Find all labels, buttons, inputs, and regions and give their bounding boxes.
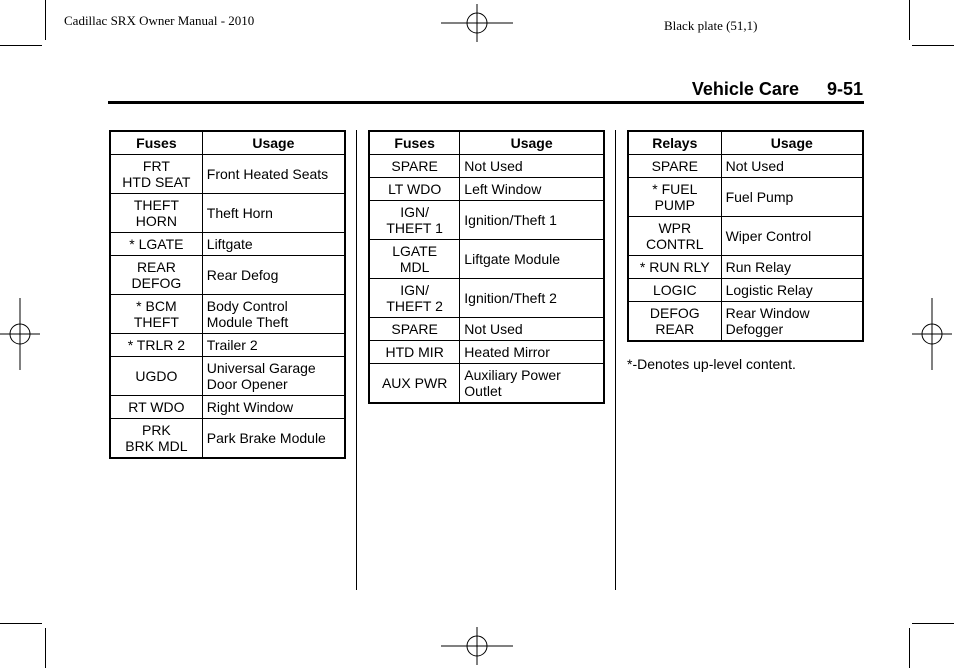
cell-usage: Front Heated Seats bbox=[202, 155, 345, 194]
table-row bbox=[110, 396, 345, 419]
column-header-name: Relays bbox=[628, 131, 721, 155]
table-row bbox=[369, 279, 604, 318]
cell-usage: Logistic Relay bbox=[721, 279, 863, 302]
cell-fuse-name: UGDO bbox=[110, 357, 202, 396]
table-row bbox=[110, 334, 345, 357]
cell-fuse-name: SPARE bbox=[628, 155, 721, 178]
cell-usage: Heated Mirror bbox=[460, 341, 604, 364]
table-row bbox=[110, 256, 345, 295]
column-header-usage: Usage bbox=[460, 131, 604, 155]
table-row bbox=[369, 341, 604, 364]
page-number: 9-51 bbox=[826, 79, 863, 99]
cell-fuse-name: IGN/ THEFT 1 bbox=[369, 201, 460, 240]
fuse-table-2 bbox=[368, 130, 605, 404]
relay-table bbox=[627, 130, 864, 342]
cell-fuse-name: * RUN RLY bbox=[628, 256, 721, 279]
table-row bbox=[628, 217, 863, 256]
table-row bbox=[369, 318, 604, 341]
table-row bbox=[110, 357, 345, 396]
cell-fuse-name: REAR DEFOG bbox=[110, 256, 202, 295]
cell-fuse-name: THEFT HORN bbox=[110, 194, 202, 233]
cell-fuse-name: * LGATE bbox=[110, 233, 202, 256]
cell-fuse-name: LOGIC bbox=[628, 279, 721, 302]
cell-usage: Fuel Pump bbox=[721, 178, 863, 217]
cell-fuse-name: PRK BRK MDL bbox=[110, 419, 202, 458]
table-row bbox=[369, 364, 604, 403]
column-header-usage: Usage bbox=[721, 131, 863, 155]
table-row bbox=[369, 155, 604, 178]
table-header-row bbox=[369, 131, 604, 155]
cell-fuse-name: DEFOG REAR bbox=[628, 302, 721, 341]
table-row bbox=[110, 419, 345, 458]
cell-fuse-name: SPARE bbox=[369, 318, 460, 341]
table-row bbox=[628, 256, 863, 279]
cell-fuse-name: AUX PWR bbox=[369, 364, 460, 403]
registration-mark-icon bbox=[912, 298, 952, 370]
crop-mark bbox=[909, 628, 910, 668]
registration-mark-icon bbox=[441, 4, 513, 42]
table-header-row bbox=[110, 131, 345, 155]
crop-mark bbox=[909, 0, 910, 40]
cell-usage: Rear Window Defogger bbox=[721, 302, 863, 341]
crop-mark bbox=[0, 45, 42, 46]
column-divider bbox=[356, 130, 357, 590]
table-header-row bbox=[628, 131, 863, 155]
cell-usage: Not Used bbox=[721, 155, 863, 178]
cell-usage: Run Relay bbox=[721, 256, 863, 279]
table-row bbox=[628, 302, 863, 341]
cell-fuse-name: * BCM THEFT bbox=[110, 295, 202, 334]
plate-label: Black plate (51,1) bbox=[664, 18, 758, 33]
cell-fuse-name: * FUEL PUMP bbox=[628, 178, 721, 217]
cell-usage: Liftgate Module bbox=[460, 240, 604, 279]
cell-usage: Universal Garage Door Opener bbox=[202, 357, 345, 396]
cell-usage: Ignition/Theft 1 bbox=[460, 201, 604, 240]
section-heading bbox=[692, 79, 863, 100]
cell-usage: Rear Defog bbox=[202, 256, 345, 295]
table-row bbox=[369, 201, 604, 240]
table-row bbox=[369, 240, 604, 279]
table-row bbox=[110, 194, 345, 233]
document-title: Cadillac SRX Owner Manual - 2010 bbox=[64, 13, 255, 28]
column-header-name: Fuses bbox=[369, 131, 460, 155]
cell-fuse-name: FRT HTD SEAT bbox=[110, 155, 202, 194]
cell-usage: Not Used bbox=[460, 318, 604, 341]
cell-usage: Liftgate bbox=[202, 233, 345, 256]
table-row bbox=[369, 178, 604, 201]
cell-usage: Theft Horn bbox=[202, 194, 345, 233]
crop-mark bbox=[912, 623, 954, 624]
cell-fuse-name: LT WDO bbox=[369, 178, 460, 201]
cell-usage: Not Used bbox=[460, 155, 604, 178]
cell-fuse-name: RT WDO bbox=[110, 396, 202, 419]
crop-mark bbox=[45, 628, 46, 668]
registration-mark-icon bbox=[441, 627, 513, 665]
cell-usage: Ignition/Theft 2 bbox=[460, 279, 604, 318]
cell-usage: Trailer 2 bbox=[202, 334, 345, 357]
table-row bbox=[628, 178, 863, 217]
table-row bbox=[628, 155, 863, 178]
crop-mark bbox=[912, 45, 954, 46]
table-row bbox=[628, 279, 863, 302]
crop-mark bbox=[45, 0, 46, 40]
heading-rule bbox=[108, 101, 864, 104]
column-divider bbox=[615, 130, 616, 590]
column-header-usage: Usage bbox=[202, 131, 345, 155]
cell-usage: Wiper Control bbox=[721, 217, 863, 256]
cell-fuse-name: SPARE bbox=[369, 155, 460, 178]
section-title: Vehicle Care bbox=[691, 79, 799, 99]
column-header-name: Fuses bbox=[110, 131, 202, 155]
cell-usage: Body Control Module Theft bbox=[202, 295, 345, 334]
cell-usage: Right Window bbox=[202, 396, 345, 419]
cell-usage: Auxiliary Power Outlet bbox=[460, 364, 604, 403]
crop-mark bbox=[0, 623, 42, 624]
cell-usage: Left Window bbox=[460, 178, 604, 201]
cell-fuse-name: IGN/ THEFT 2 bbox=[369, 279, 460, 318]
table-row bbox=[110, 295, 345, 334]
cell-fuse-name: WPR CONTRL bbox=[628, 217, 721, 256]
registration-mark-icon bbox=[0, 298, 40, 370]
cell-fuse-name: LGATE MDL bbox=[369, 240, 460, 279]
cell-usage: Park Brake Module bbox=[202, 419, 345, 458]
table-row bbox=[110, 233, 345, 256]
table-row bbox=[110, 155, 345, 194]
footnote: *-Denotes up-level content. bbox=[627, 356, 796, 372]
cell-fuse-name: * TRLR 2 bbox=[110, 334, 202, 357]
cell-fuse-name: HTD MIR bbox=[369, 341, 460, 364]
fuse-table-1 bbox=[109, 130, 346, 459]
